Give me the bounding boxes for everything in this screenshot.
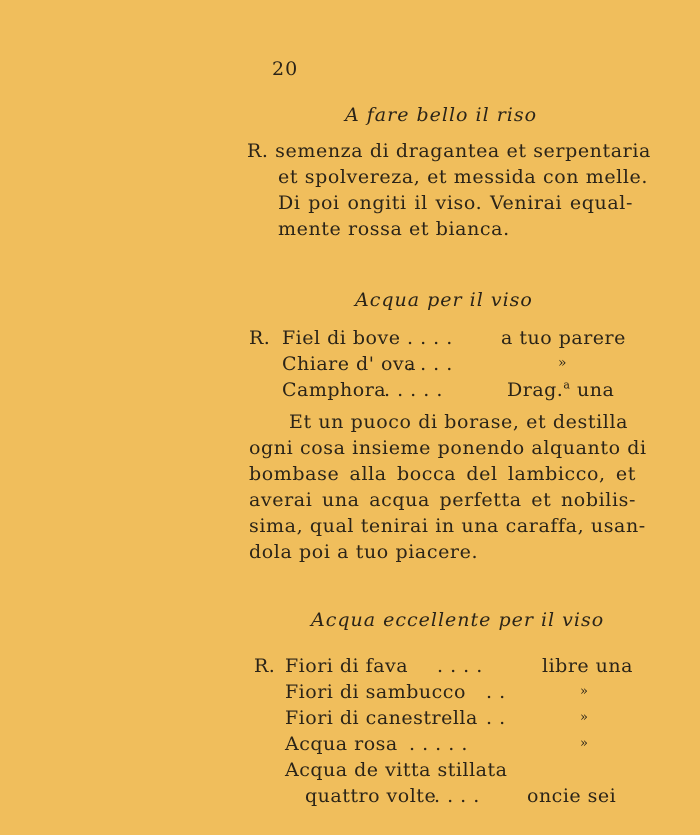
section-1-line-4: mente rossa et bianca.: [278, 218, 510, 240]
paragraph-line-5: sima, qual tenirai in una caraffa, usan-: [249, 515, 646, 537]
paragraph-line-6: dola poi a tuo piacere.: [249, 541, 479, 563]
section-1-line-1: R. semenza di dragantea et serpentaria: [247, 140, 651, 162]
paragraph-line-3: bombase alla bocca del lambicco, et: [249, 463, 636, 485]
paragraph-line-4: averai una acqua perfetta et nobilis-: [249, 489, 636, 511]
recipe-amount: libre una: [542, 655, 633, 677]
section-1-line-3: Di poi ongiti il viso. Venirai equal-: [278, 192, 633, 214]
recipe-ingredient: Chiare d' ova: [282, 353, 416, 375]
recipe-3-row-3: [254, 707, 634, 733]
recipe-2-row-1: [249, 327, 629, 353]
recipe-amount: »: [580, 736, 589, 751]
recipe-amount: »: [580, 710, 589, 725]
recipe-amount-tail: una: [576, 379, 615, 401]
recipe-3-row-5: [254, 759, 634, 785]
recipe-leaders: . .: [486, 707, 506, 729]
recipe-leaders: . .: [486, 681, 506, 703]
recipe-3-row-4: [254, 733, 634, 759]
recipe-amount-sup: a: [563, 378, 571, 392]
recipe-2-row-3: [249, 379, 629, 405]
section-1-line-2: et spolvereza, et messida con melle.: [278, 166, 649, 188]
recipe-2-row-2: [249, 353, 629, 379]
recipe-ingredient: Fiori di fava: [285, 655, 409, 677]
recipe-ingredient: Fiori di canestrella: [285, 707, 478, 729]
paragraph-line-1: Et un puoco di borase, et destilla: [289, 411, 629, 433]
recipe-prefix: R.: [249, 327, 271, 349]
recipe-leaders: . . . .: [407, 353, 453, 375]
recipe-leaders: . . . .: [407, 327, 453, 349]
recipe-3-row-1: [254, 655, 634, 681]
section-3-title: Acqua eccellente per il viso: [311, 609, 605, 631]
paragraph-line-2: ogni cosa insieme ponendo alquanto di: [249, 437, 647, 459]
recipe-amount: a tuo parere: [501, 327, 626, 349]
recipe-ingredient: Fiori di sambucco: [285, 681, 466, 703]
recipe-leaders: . . . .: [437, 655, 483, 677]
recipe-leaders: . . . .: [434, 785, 480, 807]
section-1-title: A fare bello il riso: [345, 104, 538, 126]
recipe-3-row-2: [254, 681, 634, 707]
recipe-ingredient: Acqua rosa: [285, 733, 398, 755]
recipe-ingredient: quattro volte: [305, 785, 437, 807]
recipe-leaders: . . . . .: [384, 379, 443, 401]
recipe-leaders: . . . . .: [409, 733, 468, 755]
recipe-ingredient: Acqua de vitta stillata: [285, 759, 508, 781]
recipe-prefix: R.: [254, 655, 276, 677]
recipe-amount: [507, 379, 614, 401]
page-number: 20: [272, 58, 299, 80]
section-2-title: Acqua per il viso: [355, 289, 533, 311]
recipe-amount: oncie sei: [527, 785, 617, 807]
recipe-ingredient: Fiel di bove: [282, 327, 401, 349]
recipe-amount: »: [558, 355, 568, 371]
recipe-ingredient: Camphora: [282, 379, 387, 401]
recipe-3-row-6: [254, 785, 634, 811]
recipe-amount: »: [580, 684, 589, 699]
recipe-amount-unit: Drag.: [507, 379, 564, 401]
